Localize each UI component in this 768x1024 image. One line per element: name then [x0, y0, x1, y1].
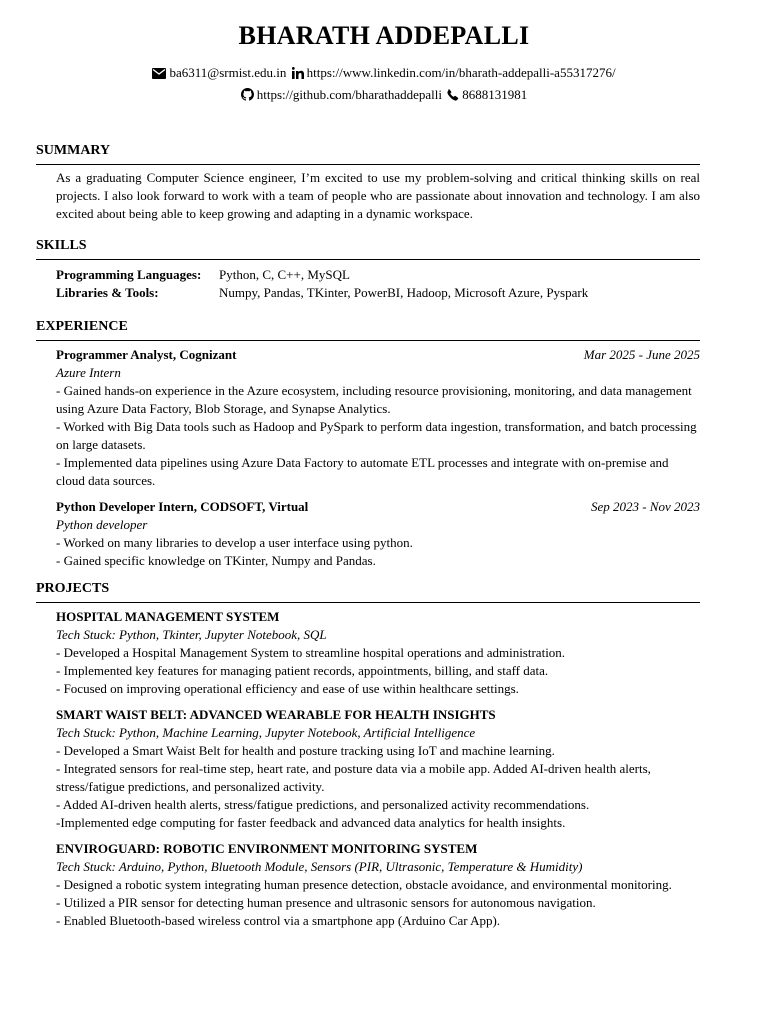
bullet: - Developed a Hospital Management System to streamline hospital operations and administration. — [56, 645, 566, 660]
project-stack: Tech Stuck: Python, Machine Learning, Jupyter Notebook, Artificial Intelligence — [56, 725, 476, 740]
github-link[interactable] — [241, 87, 445, 102]
phone-text: 8688131981 — [462, 87, 528, 102]
phone-link[interactable] — [447, 87, 527, 102]
project-stack: Tech Stuck: Arduino, Python, Bluetooth Module, Sensors (PIR, Ultrasonic, Temperature & Humidity) — [56, 859, 583, 874]
linkedin-link[interactable] — [292, 65, 616, 80]
project-stack: Tech Stuck: Python, Tkinter, Jupyter Notebook, SQL — [56, 627, 327, 642]
job-date: Sep 2023 - Nov 2023 — [590, 499, 700, 514]
bullet: - Implemented data pipelines using Azure Data Factory to automate ETL processes and integrate with on-premise and cloud data sources. — [56, 455, 669, 488]
email-link[interactable] — [152, 65, 289, 80]
bullet: - Developed a Smart Waist Belt for health and posture tracking using IoT and machine learning. — [56, 743, 555, 758]
project-title: SMART WAIST BELT: ADVANCED WEARABLE FOR HEALTH INSIGHTS — [56, 707, 496, 722]
bullet: -Implemented edge computing for faster feedback and advanced data analytics for health insights. — [56, 815, 566, 830]
bullet: - Utilized a PIR sensor for detecting human presence and ultrasonic sensors for autonomous navigation. — [56, 895, 596, 910]
skills-section — [36, 237, 700, 302]
bullet: - Integrated sensors for real-time step, heart rate, and posture data via a mobile app. Added AI-driven health alerts, stress/fatigue predictions, and personalized activity. — [56, 761, 651, 794]
job-role: Python Developer Intern, CODSOFT, Virtual — [56, 499, 309, 514]
bullet: - Gained specific knowledge on TKinter, Numpy and Pandas. — [56, 553, 376, 568]
bullet: - Added AI-driven health alerts, stress/fatigue predictions, and personalized activity recommendations. — [56, 797, 590, 812]
contact-line-2 — [0, 86, 768, 104]
job-subtitle: Python developer — [56, 517, 148, 532]
skill-row — [56, 284, 700, 302]
bullet: - Worked with Big Data tools such as Hadoop and PySpark to perform data ingestion, transformation, and batch processing on large datasets. — [56, 419, 697, 452]
bullet: - Gained hands-on experience in the Azure ecosystem, including resource provisioning, monitoring, and data management using Azure Data Factory, Blob Storage, and Synapse Analytics. — [56, 383, 692, 416]
contact-line-1 — [0, 64, 768, 82]
skill-value: Python, C, C++, MySQL — [219, 267, 350, 282]
section-title: EXPERIENCE — [36, 318, 700, 341]
skill-label: Libraries & Tools: — [56, 285, 159, 300]
bullet: - Focused on improving operational efficiency and ease of use within healthcare settings. — [56, 681, 519, 696]
summary-text: As a graduating Computer Science engineer, I’m excited to use my problem-solving and critical thinking skills on real projects. I also look forward to work with a team of people who are passionate about innovation and technology. I am also excited about being able to keep growing and adapting in a dynamic workspace. — [56, 170, 700, 221]
experience-section — [36, 318, 700, 570]
envelope-icon — [152, 68, 166, 79]
skill-value: Numpy, Pandas, TKinter, PowerBI, Hadoop, Microsoft Azure, Pyspark — [219, 285, 589, 300]
skill-label: Programming Languages: — [56, 267, 202, 282]
section-title: SKILLS — [36, 237, 700, 260]
project-title: ENVIROGUARD: ROBOTIC ENVIRONMENT MONITORING SYSTEM — [56, 841, 478, 856]
job-date: Mar 2025 - June 2025 — [583, 347, 700, 362]
bullet: - Implemented key features for managing patient records, appointments, billing, and staff data. — [56, 663, 549, 678]
project-entry — [56, 840, 700, 930]
bullet: - Worked on many libraries to develop a user interface using python. — [56, 535, 413, 550]
project-entry — [56, 706, 700, 832]
summary-section — [36, 142, 700, 223]
email-text: ba6311@srmist.edu.in — [169, 65, 287, 80]
section-title: PROJECTS — [36, 580, 700, 603]
job-subtitle: Azure Intern — [56, 365, 121, 380]
job-role: Programmer Analyst, Cognizant — [56, 347, 237, 362]
bullet: - Designed a robotic system integrating human presence detection, obstacle avoidance, and environmental monitoring. — [56, 877, 672, 892]
project-title: HOSPITAL MANAGEMENT SYSTEM — [56, 609, 280, 624]
project-entry — [56, 608, 700, 698]
github-icon — [241, 88, 254, 101]
section-title: SUMMARY — [36, 142, 700, 165]
skill-row — [56, 266, 700, 284]
candidate-name: BHARATH ADDEPALLI — [238, 21, 530, 50]
experience-entry — [56, 346, 700, 490]
linkedin-text: https://www.linkedin.com/in/bharath-addepalli-a55317276/ — [306, 65, 616, 80]
bullet: - Enabled Bluetooth-based wireless control via a smartphone app (Arduino Car App). — [56, 913, 501, 928]
projects-section — [36, 580, 700, 930]
experience-entry — [56, 498, 700, 570]
linkedin-icon — [292, 67, 304, 79]
phone-icon — [447, 89, 459, 101]
github-text: https://github.com/bharathaddepalli — [256, 87, 442, 102]
